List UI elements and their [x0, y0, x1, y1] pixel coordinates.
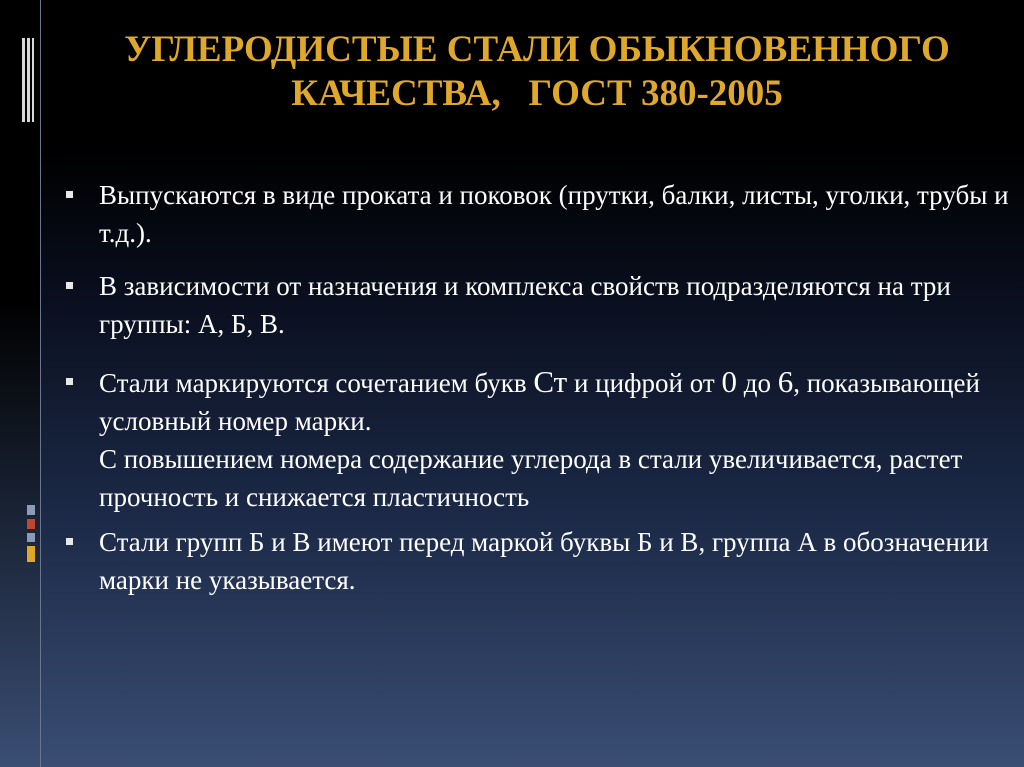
bullet-text-part: С повышением номера содержание углерода в стали увеличивается, растет прочность и снижается пластичность [99, 444, 963, 512]
bullet-item [68, 267, 1018, 343]
bullet-text-part: до [736, 368, 778, 398]
bullet-text: В зависимости от назначения и комплекса свойств подразделяются на три группы: А, Б, В. [99, 271, 951, 339]
left-decorative-band [0, 0, 40, 767]
decor-bars-top [22, 38, 34, 122]
title-line-2-part-b: ГОСТ 380-2005 [528, 73, 783, 114]
bullet-text: Выпускаются в виде проката и поковок (прутки, балки, листы, уголки, трубы и т.д.). [99, 180, 1009, 248]
bullet-list [68, 176, 1018, 599]
bullet-item [68, 363, 1018, 516]
bullet-square-icon [66, 538, 73, 545]
bullet-text-part: и цифрой от [567, 368, 722, 398]
title-line-2 [50, 72, 1024, 116]
bullet-text-zero: 0 [721, 364, 737, 399]
bullet-square-icon [66, 378, 73, 385]
slide-title [50, 28, 1024, 116]
bullet-text-part: , показывающей условный номер марки. [99, 368, 980, 436]
left-vertical-rule [40, 0, 41, 767]
bullet-item [68, 176, 1018, 252]
bullet-text: Стали групп Б и В имеют перед маркой буквы Б и В, группа А в обозначении марки не указывается. [99, 527, 989, 595]
title-line-2-part-a: КАЧЕСТВА, [291, 73, 501, 114]
decor-blocks-left [27, 505, 35, 565]
title-line-1: УГЛЕРОДИСТЫЕ СТАЛИ ОБЫКНОВЕННОГО [124, 29, 950, 70]
bullet-text-st: Ст [533, 364, 568, 399]
bullet-item [68, 523, 1018, 599]
bullet-square-icon [66, 282, 73, 289]
bullet-text-six: 6 [777, 364, 794, 399]
bullet-square-icon [66, 191, 73, 198]
bullet-text-part: Стали маркируются сочетанием букв [99, 368, 534, 398]
